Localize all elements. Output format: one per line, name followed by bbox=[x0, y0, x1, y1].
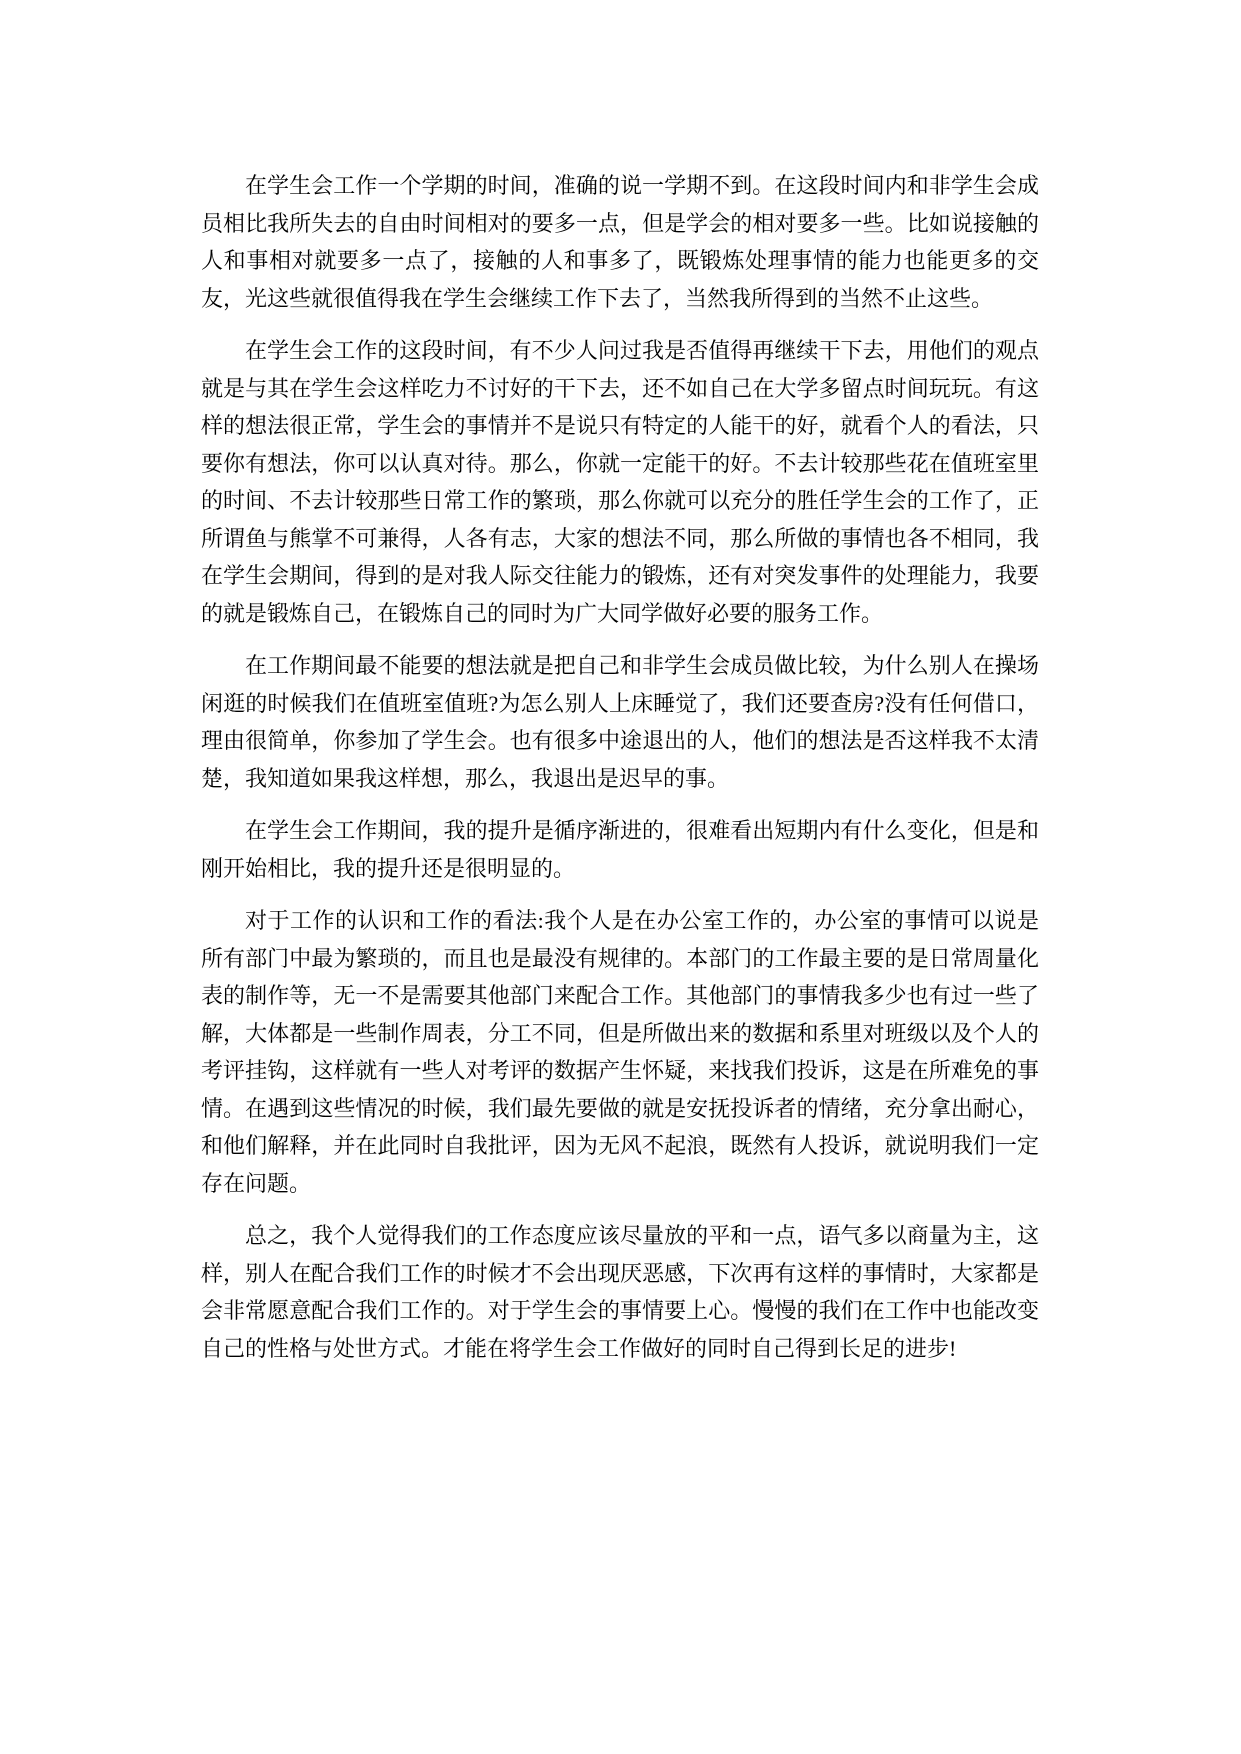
paragraph-6: 总之，我个人觉得我们的工作态度应该尽量放的平和一点，语气多以商量为主，这样，别人在配合我们工作的时候才不会出现厌恶感，下次再有这样的事情时，大家都是会非常愿意配合我们工作的。对于学生会的事情要上心。慢慢的我们在工作中也能改变自己的性格与处世方式。才能在将学生会工作做好的同时自己得到长足的进步! bbox=[201, 1223, 1039, 1361]
paragraph-2: 在学生会工作的这段时间，有不少人问过我是否值得再继续干下去，用他们的观点就是与其在学生会这样吃力不讨好的干下去，还不如自己在大学多留点时间玩玩。有这样的想法很正常，学生会的事情并不是说只有特定的人能干的好，就看个人的看法，只要你有想法，你可以认真对待。那么，你就一定能干的好。不去计较那些花在值班室里的时间、不去计较那些日常工作的繁琐，那么你就可以充分的胜任学生会的工作了，正所谓鱼与熊掌不可兼得，人各有志，大家的想法不同，那么所做的事情也各不相同，我在学生会期间，得到的是对我人际交往能力的锻炼，还有对突发事件的处理能力，我要的就是锻炼自己，在锻炼自己的同时为广大同学做好必要的服务工作。 bbox=[201, 338, 1039, 626]
document-body bbox=[201, 167, 1039, 1367]
paragraph-1: 在学生会工作一个学期的时间，准确的说一学期不到。在这段时间内和非学生会成员相比我所失去的自由时间相对的要多一点，但是学会的相对要多一些。比如说接触的人和事相对就要多一点了，接触的人和事多了，既锻炼处理事情的能力也能更多的交友，光这些就很值得我在学生会继续工作下去了，当然我所得到的当然不止这些。 bbox=[201, 173, 1039, 311]
paragraph-5: 对于工作的认识和工作的看法:我个人是在办公室工作的，办公室的事情可以说是所有部门中最为繁琐的，而且也是最没有规律的。本部门的工作最主要的是日常周量化表的制作等，无一不是需要其他部门来配合工作。其他部门的事情我多少也有过一些了解，大体都是一些制作周表，分工不同，但是所做出来的数据和系里对班级以及个人的考评挂钩，这样就有一些人对考评的数据产生怀疑，来找我们投诉，这是在所难免的事情。在遇到这些情况的时候，我们最先要做的就是安抚投诉者的情绪，充分拿出耐心，和他们解释，并在此同时自我批评，因为无风不起浪，既然有人投诉，就说明我们一定存在问题。 bbox=[201, 908, 1039, 1196]
paragraph-4: 在学生会工作期间，我的提升是循序渐进的，很难看出短期内有什么变化，但是和刚开始相比，我的提升还是很明显的。 bbox=[201, 818, 1039, 881]
paragraph-3: 在工作期间最不能要的想法就是把自己和非学生会成员做比较，为什么别人在操场闲逛的时候我们在值班室值班?为怎么别人上床睡觉了，我们还要查房?没有任何借口，理由很简单，你参加了学生会。也有很多中途退出的人，他们的想法是否这样我不太清楚，我知道如果我这样想，那么，我退出是迟早的事。 bbox=[201, 653, 1039, 791]
